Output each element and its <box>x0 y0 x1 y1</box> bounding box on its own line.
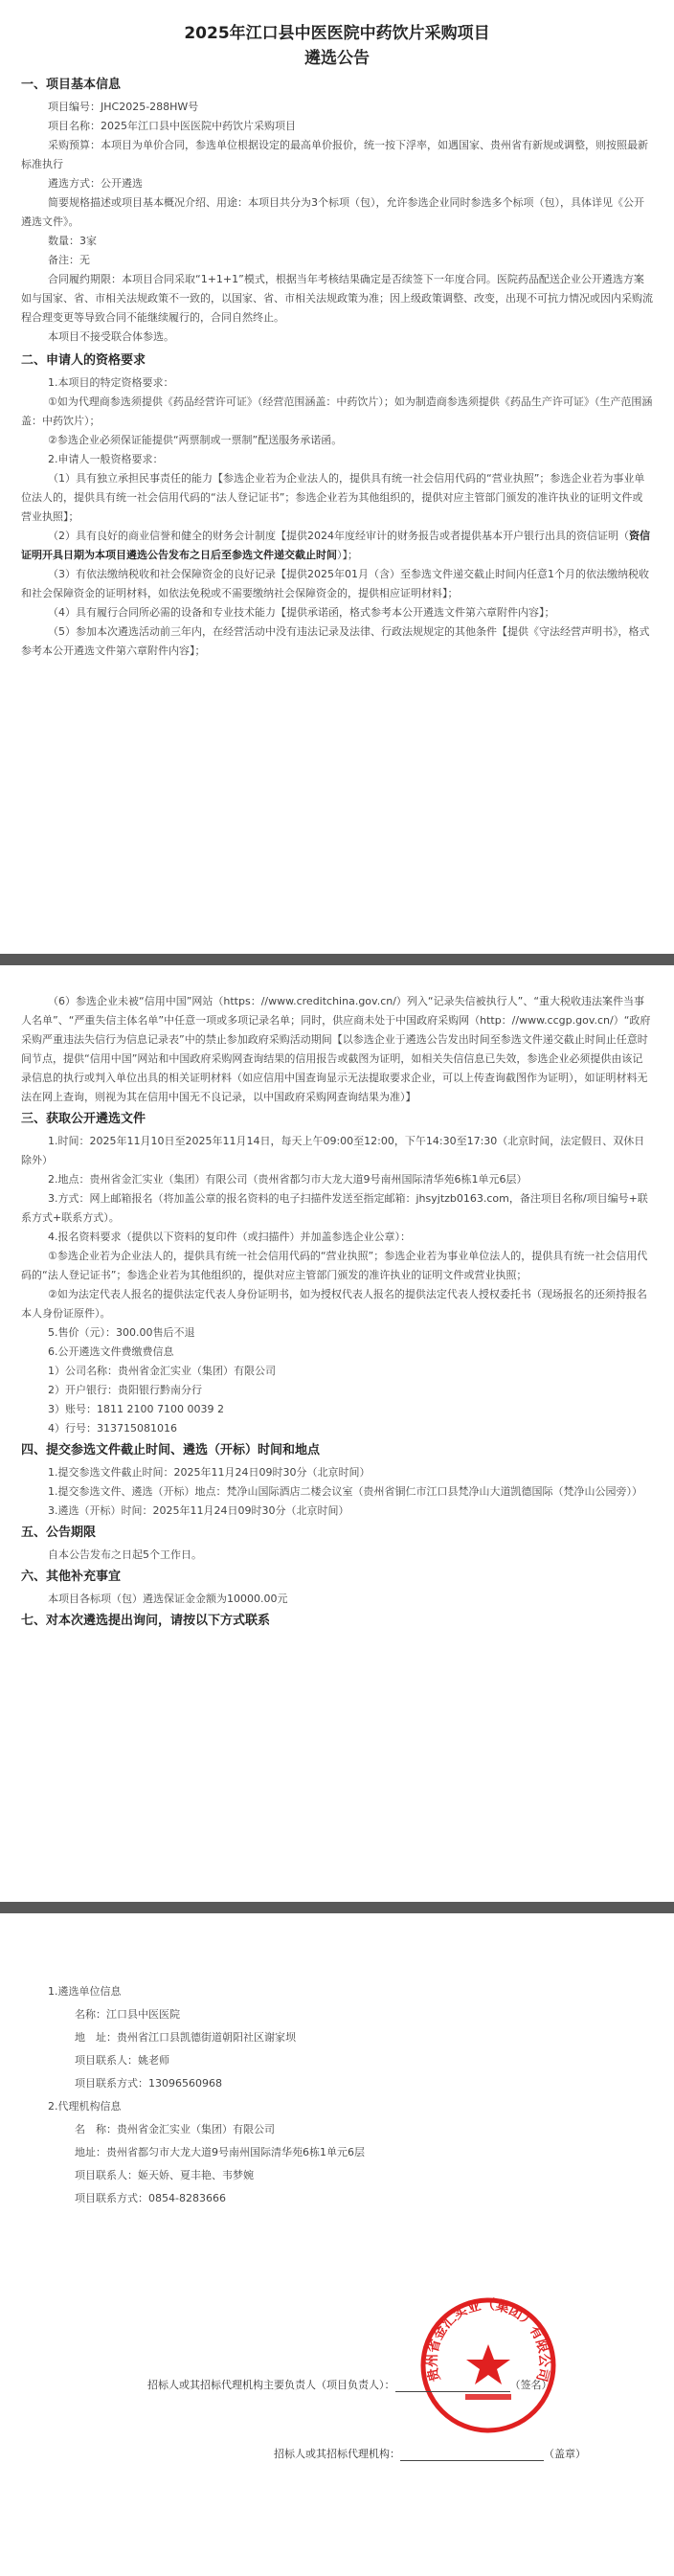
req-general: 2.申请人一般资格要求： <box>48 453 164 465</box>
page-divider-1 <box>0 954 674 965</box>
agent-contact-person: 项目联系人：姬天娇、夏丰艳、韦梦婉 <box>75 2169 254 2181</box>
buyer-address: 地 址：贵州省江口县凯德街道朝阳社区谢家坝 <box>75 2031 296 2044</box>
agent-info-title: 2.代理机构信息 <box>48 2100 122 2113</box>
signature-line-2 <box>274 2446 586 2461</box>
fee-bank-code: 4）行号：313715081016 <box>48 1422 177 1435</box>
no-consortium: 本项目不接受联合体参选。 <box>48 330 174 343</box>
buyer-phone: 项目联系方式：13096560968 <box>75 2077 222 2090</box>
obtain-time: 1.时间：2025年11月10日至2025年11月14日，每天上午09:00至12:00，下午14:30至17:30（北京时间，法定假日、双休日除外） <box>21 1135 645 1166</box>
section-heading-1: 一、项目基本信息 <box>21 78 122 92</box>
contract-term: 合同履约期限：本项目合同采取“1+1+1”模式，根据当年考核结果确定是否续签下一年度合同。医院药品配送企业公开遴选方案如与国家、省、市相关法规政策不一致的，以国家、省、市相关法规政策为准；因上级政策调整、改变，出现不可抗力情况或因内采购流程合理变更等导致合同不能继续履行的，合同自然终止。 <box>21 273 653 324</box>
fee-company: 1）公司名称：贵州省金汇实业（集团）有限公司 <box>48 1365 276 1377</box>
docs-item-2: ②如为法定代表人报名的提供法定代表人身份证明书，如为授权代表人报名的提供法定代表人授权委托书（现场报名的还须持报名本人身份证原件）。 <box>21 1288 647 1320</box>
deposit: 本项目各标项（包）遴选保证金金额为10000.00元 <box>48 1593 288 1605</box>
fee-info: 6.公开遴选文件费缴费信息 <box>48 1345 174 1358</box>
buyer-name: 名称：江口县中医医院 <box>75 2008 180 2021</box>
section-heading-4: 四、提交参选文件截止时间、遴选（开标）时间和地点 <box>21 1443 321 1457</box>
remark: 备注：无 <box>48 254 90 266</box>
docs-item-1: ①参选企业若为企业法人的，提供具有统一社会信用代码的“营业执照”；参选企业若为事业单位法人的，提供具有统一社会信用代码的“法人登记证书”；参选企业若为其他组织的，提供对应主管部门颁发的准许执业的证明文件或营业执照； <box>21 1250 648 1281</box>
doc-subtitle: 遴选公告 <box>304 49 370 68</box>
seal-text: 贵州省金汇实业（集团）有限公司 <box>424 2297 552 2384</box>
req-item-5: （5）参加本次遴选活动前三年内，在经营活动中没有违法记录及法律、行政法规规定的其他条件【提供《守法经营声明书》，格式参考本公开遴选文件第六章附件内容】； <box>21 625 650 657</box>
signature-blank-1 <box>395 2378 510 2392</box>
agent-name: 名 称：贵州省金汇实业（集团）有限公司 <box>75 2123 275 2135</box>
buyer-contact-person: 项目联系人：姚老师 <box>75 2054 169 2067</box>
signature-suffix-2: （盖章） <box>544 2448 586 2460</box>
agent-phone: 项目联系方式：0854-8283666 <box>75 2192 226 2204</box>
docs-requirement: 4.报名资料要求（提供以下资料的复印件（或扫描件）并加盖参选企业公章）： <box>48 1231 411 1243</box>
notice-period: 自本公告发布之日起5个工作日。 <box>48 1548 202 1561</box>
fee-account: 3）账号：1811 2100 7100 0039 2 <box>48 1403 224 1415</box>
project-name: 项目名称：2025年江口县中医医院中药饮片采购项目 <box>48 120 296 132</box>
req-license: ①如为代理商参选须提供《药品经营许可证》（经营范围涵盖：中药饮片）；如为制造商参选须提供《药品生产许可证》（生产范围涵盖：中药饮片）； <box>21 395 653 427</box>
req-item-6: （6）参选企业未被“信用中国”网站（https：//www.creditchina.gov.cn/）列入“记录失信被执行人”、“重大税收违法案件当事人名单”、“严重失信主体名单”中任意一项或多项记录名单；同时，供应商未处于中国政府采购网（http：//www.ccgp.gov.cn/）“政府采购严重违法失信行为信息记录表”中的禁止参加政府采购活动期间【以参选企业于遴选公告发出时间至参选文件递交截止时间止任意时间节点，提供“信用中国”网站和中国政府采购网查询结果的信用报告或截图为证明，如相关失信信息已失效，参选企业必须提供由该记录信息的执行或判入单位出具的相关证明材料（如应信用中国查询显示无法提取要求企业，可以上传查询截图作为证明），如证明材料无法在网上查询，则视为其在信用中国无不良记录，以中国政府采购网查询结果为准）】 <box>21 995 651 1103</box>
req-delivery: ②参选企业必须保证能提供“两票制或一票制”配送服务承诺函。 <box>48 434 343 446</box>
req-specific: 1.本项目的特定资格要求： <box>48 376 174 389</box>
req-item-3: （3）有依法缴纳税收和社会保障资金的良好记录【提供2025年01月（含）至参选文件递交截止时间内任意1个月的依法缴纳税收和社会保障资金的证明材料，如依法免税或不需要缴纳社会保障资金的，提供相应证明材料】； <box>21 568 649 599</box>
section-heading-7: 七、对本次遴选提出询问，请按以下方式联系 <box>21 1614 271 1628</box>
buyer-info-title: 1.遴选单位信息 <box>48 1985 122 1998</box>
req-item-2a: （2）具有良好的商业信誉和健全的财务会计制度【提供2024年度经审计的财务报告或者提供基本开户银行出具的资信证明（ <box>48 530 629 542</box>
signature-line-1 <box>147 2377 552 2392</box>
signature-label-1: 招标人或其招标代理机构主要负责人（项目负责人）： <box>147 2379 395 2391</box>
budget: 采购预算：本项目为单价合同，参选单位根据设定的最高单价报价，统一按下浮率，如遇国家、贵州省有新规或调整，则按照最新标准执行 <box>21 139 648 170</box>
announcement-part-2 <box>0 965 674 1902</box>
section-heading-5: 五、公告期限 <box>21 1525 97 1540</box>
section-heading-6: 六、其他补充事宜 <box>21 1570 122 1584</box>
quantity: 数量：3家 <box>48 235 97 247</box>
announcement-part-3 <box>0 1913 674 2576</box>
doc-title: 2025年江口县中医医院中药饮片采购项目 <box>184 24 490 43</box>
req-item-2 <box>21 527 653 565</box>
deadline: 1.提交参选文件截止时间：2025年11月24日09时30分（北京时间） <box>48 1466 371 1479</box>
announcement-part-1 <box>0 0 674 953</box>
opening-place: 1.提交参选文件、遴选（开标）地点：梵净山国际酒店二楼会议室（贵州省铜仁市江口县梵净山大道凯德国际（梵净山公园旁）） <box>48 1485 642 1498</box>
signature-suffix-1: （签名） <box>509 2379 552 2391</box>
obtain-place: 2.地点：贵州省金汇实业（集团）有限公司（贵州省都匀市大龙大道9号南州国际清华苑6栋1单元6层） <box>48 1173 528 1186</box>
signature-label-2: 招标人或其招标代理机构： <box>274 2448 400 2460</box>
section-heading-2: 二、申请人的资格要求 <box>21 353 146 368</box>
page-divider-2 <box>0 1902 674 1913</box>
req-item-2c: ）】； <box>337 549 358 561</box>
fee-bank: 2）开户银行：贵阳银行黔南分行 <box>48 1384 202 1396</box>
signature-blank-2 <box>400 2447 544 2461</box>
price: 5.售价（元）：300.00售后不退 <box>48 1326 195 1339</box>
req-item-1: （1）具有独立承担民事责任的能力【参选企业若为企业法人的，提供具有统一社会信用代码的“营业执照”；参选企业若为事业单位法人的，提供具有统一社会信用代码的“法人登记证书”；参选企业若为其他组织的，提供对应主管部门颁发的准许执业的证明文件或营业执照】； <box>21 472 645 523</box>
method: 遴选方式：公开遴选 <box>48 177 143 190</box>
req-item-2-highlight: 资信证明开具日期为本项目遴选公告发布之日后至参选文件递交截止时间 <box>21 530 650 561</box>
description: 简要规格描述或项目基本概况介绍、用途：本项目共分为3个标项（包），允许参选企业同时参选多个标项（包），具体详见《公开遴选文件》。 <box>21 196 644 228</box>
obtain-method: 3.方式：网上邮箱报名（将加盖公章的报名资料的电子扫描件发送至指定邮箱：jhsyjtzb0163.com，备注项目名称/项目编号+联系方式+联系方式）。 <box>21 1192 648 1224</box>
project-number: 项目编号：JHC2025-288HW号 <box>48 101 199 113</box>
official-seal-stamp <box>417 2294 559 2436</box>
opening-time: 3.遴选（开标）时间：2025年11月24日09时30分（北京时间） <box>48 1504 349 1517</box>
section-heading-3: 三、获取公开遴选文件 <box>21 1112 146 1126</box>
req-item-4: （4）具有履行合同所必需的设备和专业技术能力【提供承诺函，格式参考本公开遴选文件第六章附件内容】； <box>48 606 555 619</box>
agent-address: 地址：贵州省都匀市大龙大道9号南州国际清华苑6栋1单元6层 <box>75 2146 365 2158</box>
